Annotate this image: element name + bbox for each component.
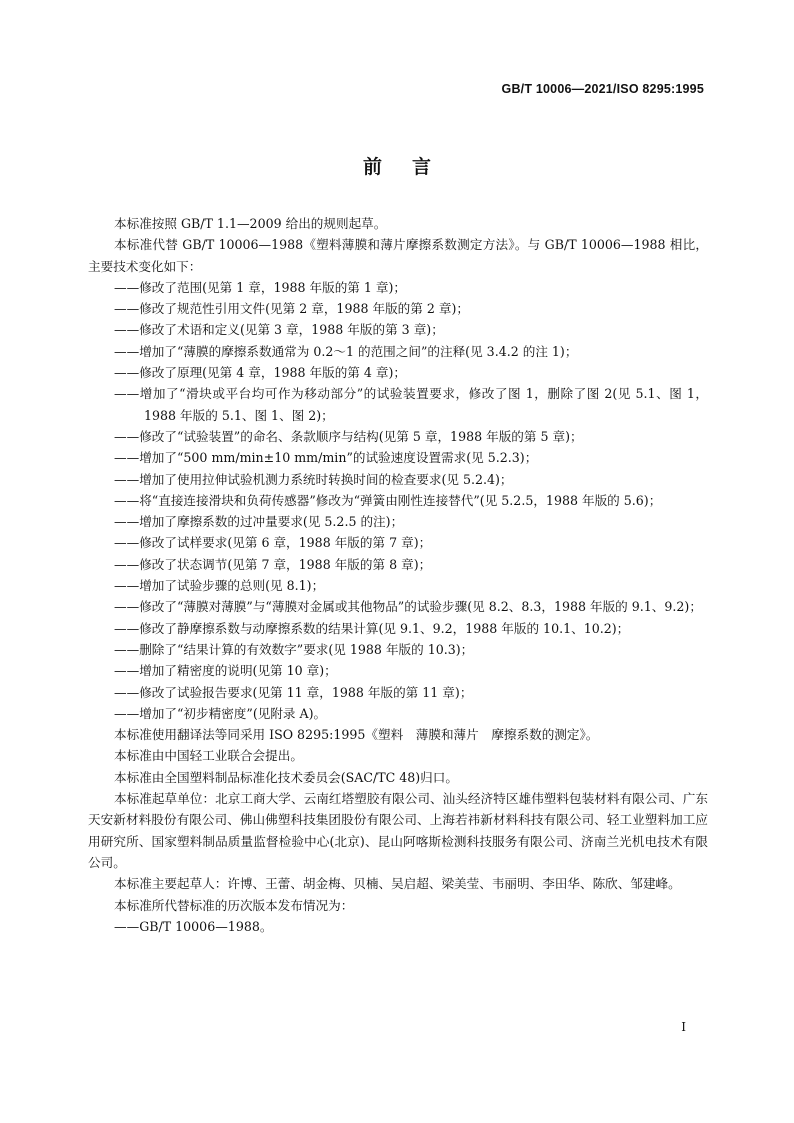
intro-paragraph: 本标准按照 GB/T 1.1—2009 给出的规则起草。 <box>114 216 387 231</box>
closing-paragraph: 本标准使用翻译法等同采用 ISO 8295:1995《塑料 薄膜和薄片 摩擦系数的测定》。 <box>114 727 599 743</box>
changes-list <box>88 277 708 724</box>
drafters-paragraph: 本标准主要起草人：许博、王蕾、胡金梅、贝楠、吴启超、梁美莹、韦丽明、李田华、陈欣、邹建峰。 <box>114 876 681 892</box>
change-item: ——增加了精密度的说明(见第 10 章)； <box>114 663 337 679</box>
change-item: ——修改了范围(见第 1 章，1988 年版的第 1 章)； <box>114 279 407 295</box>
change-item: ——修改了规范性引用文件(见第 2 章，1988 年版的第 2 章)； <box>114 301 469 317</box>
change-item: ——修改了“薄膜对薄膜”与“薄膜对金属或其他物品”的试验步骤(见 8.2、8.3，1988 年版的 9.1、9.2)； <box>114 599 702 615</box>
change-item: ——修改了“试验装置”的命名、条款顺序与结构(见第 5 章，1988 年版的第 5 章)； <box>114 428 583 444</box>
change-item: ——增加了试验步骤的总则(见 8.1)； <box>114 578 325 594</box>
change-item: ——增加了“500 mm/min±10 mm/min”的试验速度设置需求(见 5.2.3)； <box>114 450 538 466</box>
page-title: 前言 <box>362 156 461 178</box>
change-item: ——修改了试样要求(见第 6 章，1988 年版的第 7 章)； <box>114 535 432 551</box>
change-item: ——增加了摩擦系数的过冲量要求(见 5.2.5 的注)； <box>114 514 404 530</box>
closing-paragraph: 本标准所代替标准的历次版本发布情况为： <box>114 897 354 913</box>
change-item: ——增加了“滑块或平台均可作为移动部分”的试验装置要求，修改了图 1，删除了图 2(见 5.1、图 1，1988 年版的 5.1、图 1、图 2)； <box>114 386 708 423</box>
change-item: ——修改了原理(见第 4 章，1988 年版的第 4 章)； <box>114 365 407 381</box>
change-item: ——增加了“初步精密度”(见附录 A)。 <box>114 705 327 721</box>
closing-paragraph: 本标准由全国塑料制品标准化技术委员会(SAC/TC 48)归口。 <box>114 769 458 785</box>
standard-code: GB/T 10006—2021/ISO 8295:1995 <box>501 82 704 96</box>
change-item: ——修改了状态调节(见第 7 章，1988 年版的第 8 章)； <box>114 556 432 572</box>
drafting-units-paragraph: 本标准起草单位：北京工商大学、云南红塔塑胶有限公司、汕头经济特区雄伟塑料包装材料有限公司、广东天安新材料股份有限公司、佛山佛塑科技集团股份有限公司、上海若祎新材料科技有限公司、轻工业塑料加工应用研究所、国家塑料制品质量监督检验中心(北京)、昆山阿喀斯检测科技服务有限公司、济南兰光机电技术有限公司。 <box>88 791 708 870</box>
change-item: ——将“直接连接滑块和负荷传感器”修改为“弹簧由刚性连接替代”(见 5.2.5，1988 年版的 5.6)； <box>114 492 662 508</box>
change-item: ——增加了使用拉伸试验机测力系统时转换时间的检查要求(见 5.2.4)； <box>114 471 513 487</box>
history-item: ——GB/T 10006—1988。 <box>114 918 273 934</box>
page-number: I <box>681 1020 686 1034</box>
change-item: ——增加了“薄膜的摩擦系数通常为 0.2～1 的范围之间”的注释(见 3.4.2 的注 1)； <box>114 343 578 359</box>
intro-paragraph: 本标准代替 GB/T 10006—1988《塑料薄膜和薄片摩擦系数测定方法》。与 GB/T 10006—1988 相比，主要技术变化如下： <box>88 237 708 274</box>
change-item: ——删除了“结果计算的有效数字”要求(见 1988 年版的 10.3)； <box>114 641 474 657</box>
change-item: ——修改了试验报告要求(见第 11 章，1988 年版的第 11 章)； <box>114 684 473 700</box>
foreword-body <box>88 213 708 937</box>
closing-paragraph: 本标准由中国轻工业联合会提出。 <box>114 748 303 764</box>
change-item: ——修改了术语和定义(见第 3 章，1988 年版的第 3 章)； <box>114 322 444 338</box>
change-item: ——修改了静摩擦系数与动摩擦系数的结果计算(见 9.1、9.2，1988 年版的 10.1、10.2)； <box>114 620 630 636</box>
